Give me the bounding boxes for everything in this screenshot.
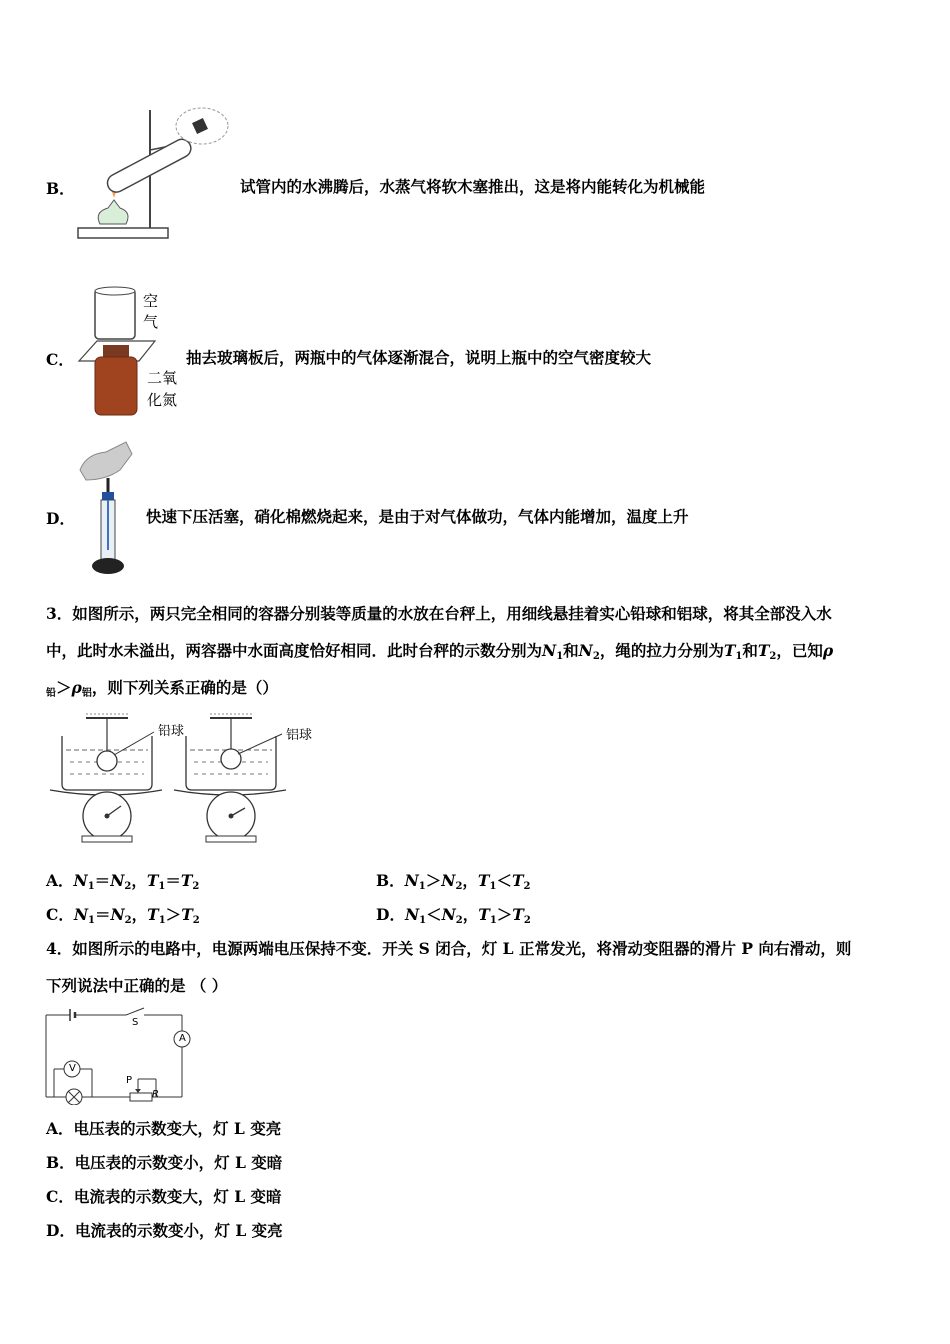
ammeter-a-label: A (179, 1033, 186, 1044)
boiling-test-tube-figure (74, 100, 239, 245)
q4-circuit-figure (40, 1005, 200, 1105)
q3-option-a: A．$N_1=N_2$，$T_1=T_2$ (46, 871, 200, 892)
switch-s-label: S (132, 1017, 139, 1028)
voltmeter-v-label: V (69, 1063, 76, 1074)
q4-line-2: 下列说法中正确的是 （ ） (46, 976, 228, 995)
q4-option-d: D．电流表的示数变小，灯 L 变亮 (46, 1221, 283, 1240)
gas-diffusion-figure (75, 285, 185, 420)
option-b-text: 试管内的水沸腾后，水蒸气将软木塞推出，这是将内能转化为机械能 (240, 177, 706, 196)
rheostat-r-label: R (152, 1089, 159, 1100)
q3-line-3: $_铅>\rho_铝$，则下列关系正确的是（） (46, 678, 278, 699)
aluminum-ball-label: 铝球 (286, 728, 313, 743)
option-c-label: C． (46, 350, 74, 369)
q3-line-2: 中，此时水未溢出，两容器中水面高度恰好相同．此时台秤的示数分别为$N_1$和$N_2$，绳的拉力分别为$T_1$和$T_2$，已知ρ (46, 641, 834, 662)
q4-option-c: C．电流表的示数变大，灯 L 变暗 (46, 1187, 282, 1206)
q3-option-c: C．$N_1=N_2$，$T_1>T_2$ (46, 905, 200, 926)
q4-line-1: 4．如图所示的电路中，电源两端电压保持不变．开关 S 闭合，灯 L 正常发光，将滑动变阻器的滑片 P 向右滑动，则 (46, 939, 852, 958)
air-label-1: 空 (143, 292, 159, 310)
q3-option-d: D．$N_1<N_2$，$T_1>T_2$ (376, 905, 531, 926)
q4-option-a: A．电压表的示数变大，灯 L 变亮 (46, 1119, 282, 1138)
q3-scales-figure (46, 710, 336, 845)
option-b-label: B． (46, 179, 75, 198)
slider-p-label: P (126, 1075, 133, 1086)
option-d-label: D． (46, 509, 75, 528)
option-d-text: 快速下压活塞，硝化棉燃烧起来，是由于对气体做功，气体内能增加，温度上升 (146, 507, 689, 526)
q3-option-b: B．$N_1>N_2$，$T_1<T_2$ (376, 871, 531, 892)
q4-option-b: B．电压表的示数变小，灯 L 变暗 (46, 1153, 283, 1172)
q3-line-1: 3．如图所示，两只完全相同的容器分别装等质量的水放在台秤上，用细线悬挂着实心铅球和铝球，将其全部没入水 (46, 604, 832, 623)
lead-ball-label: 铅球 (158, 724, 185, 739)
air-label-2: 气 (143, 313, 159, 331)
option-c-text: 抽去玻璃板后，两瓶中的气体逐渐混合，说明上瓶中的空气密度较大 (186, 348, 652, 367)
piston-compression-figure (76, 440, 138, 578)
no2-label-1: 二氧 (147, 369, 178, 387)
no2-label-2: 化氮 (147, 391, 178, 409)
